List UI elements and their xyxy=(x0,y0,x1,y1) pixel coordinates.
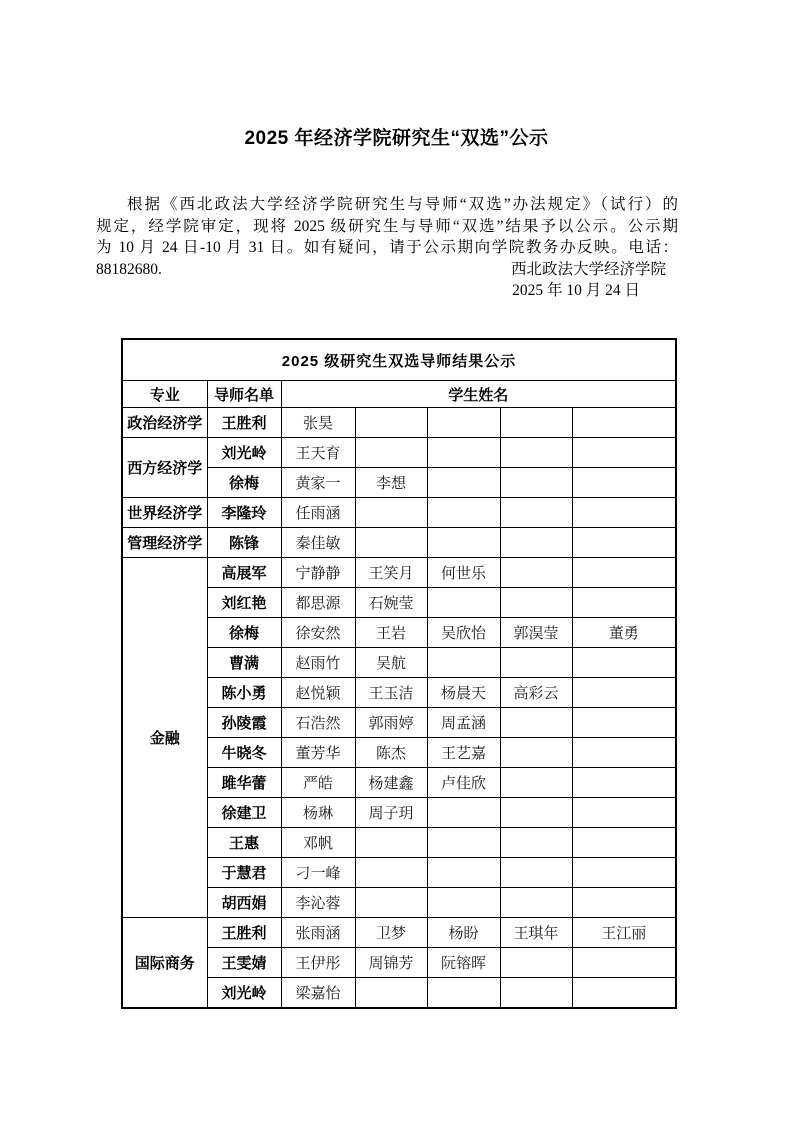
table-row xyxy=(122,918,676,948)
header-students: 学生姓名 xyxy=(281,381,676,408)
student-cell: 李沁蓉 xyxy=(281,888,355,918)
major-cell: 国际商务 xyxy=(122,918,207,1008)
empty-student-cell xyxy=(572,888,676,918)
mentor-cell: 陈锋 xyxy=(207,528,281,558)
student-cell: 吴航 xyxy=(355,648,427,678)
student-cell: 何世乐 xyxy=(427,558,500,588)
header-mentor: 导师名单 xyxy=(207,381,281,408)
student-cell: 王伊彤 xyxy=(281,948,355,978)
empty-student-cell xyxy=(572,648,676,678)
empty-student-cell xyxy=(500,498,572,528)
signature-row xyxy=(96,259,678,281)
document-title: 2025 年经济学院研究生“双选”公示 xyxy=(244,128,549,149)
student-cell: 任雨涵 xyxy=(281,498,355,528)
empty-student-cell xyxy=(355,438,427,468)
mentor-cell: 牛晓冬 xyxy=(207,738,281,768)
empty-student-cell xyxy=(355,528,427,558)
table-row xyxy=(122,438,676,468)
student-cell: 张雨涵 xyxy=(281,918,355,948)
student-cell: 王玉洁 xyxy=(355,678,427,708)
notice-line: 为 10 月 24 日-10 月 31 日。如有疑问，请于公示期向学院教务办反映。电话： xyxy=(96,239,678,257)
mentor-cell: 胡西娟 xyxy=(207,888,281,918)
mentor-cell: 王雯婧 xyxy=(207,948,281,978)
student-cell: 阮镕晖 xyxy=(427,948,500,978)
empty-student-cell xyxy=(355,498,427,528)
empty-student-cell xyxy=(572,708,676,738)
empty-student-cell xyxy=(500,978,572,1008)
student-cell: 王天育 xyxy=(281,438,355,468)
student-cell: 卫梦 xyxy=(355,918,427,948)
empty-student-cell xyxy=(572,468,676,498)
student-cell: 赵雨竹 xyxy=(281,648,355,678)
mentor-cell: 刘光岭 xyxy=(207,978,281,1008)
empty-student-cell xyxy=(500,888,572,918)
mentor-cell: 徐梅 xyxy=(207,468,281,498)
empty-student-cell xyxy=(355,858,427,888)
empty-student-cell xyxy=(427,588,500,618)
mentor-cell: 陈小勇 xyxy=(207,678,281,708)
empty-student-cell xyxy=(500,648,572,678)
mentor-cell: 雎华蕾 xyxy=(207,768,281,798)
notice-line: 规定，经学院审定，现将 2025 级研究生与导师“双选”结果予以公示。公示期 xyxy=(96,217,678,235)
empty-student-cell xyxy=(427,528,500,558)
major-cell: 西方经济学 xyxy=(122,438,207,498)
empty-student-cell xyxy=(572,768,676,798)
major-cell: 管理经济学 xyxy=(122,528,207,558)
notice-line: 根据《西北政法大学经济学院研究生与导师“双选”办法规定》（试行）的 xyxy=(127,196,678,213)
major-cell: 世界经济学 xyxy=(122,498,207,528)
empty-student-cell xyxy=(572,438,676,468)
student-cell: 黄家一 xyxy=(281,468,355,498)
student-cell: 徐安然 xyxy=(281,618,355,648)
student-cell: 杨建鑫 xyxy=(355,768,427,798)
student-cell: 王艺嘉 xyxy=(427,738,500,768)
student-cell: 杨琳 xyxy=(281,798,355,828)
mentor-cell: 王胜利 xyxy=(207,918,281,948)
empty-student-cell xyxy=(500,828,572,858)
signature-date: 2025 年 10 月 24 日 xyxy=(512,282,640,300)
table-title: 2025 级研究生双选导师结果公示 xyxy=(122,339,676,381)
student-cell: 杨盼 xyxy=(427,918,500,948)
empty-student-cell xyxy=(500,468,572,498)
empty-student-cell xyxy=(572,738,676,768)
mentor-cell: 徐梅 xyxy=(207,618,281,648)
student-cell: 张昊 xyxy=(281,408,355,438)
empty-student-cell xyxy=(500,768,572,798)
student-cell: 赵悦颖 xyxy=(281,678,355,708)
header-major: 专业 xyxy=(122,381,207,408)
student-cell: 石婉莹 xyxy=(355,588,427,618)
empty-student-cell xyxy=(427,828,500,858)
student-cell: 董勇 xyxy=(572,618,676,648)
signature-org: 西北政法大学经济学院 xyxy=(510,260,666,278)
empty-student-cell xyxy=(500,408,572,438)
mentor-cell: 曹满 xyxy=(207,648,281,678)
empty-student-cell xyxy=(355,408,427,438)
empty-student-cell xyxy=(427,468,500,498)
student-cell: 郭雨婷 xyxy=(355,708,427,738)
student-cell: 郭淏莹 xyxy=(500,618,572,648)
student-cell: 周锦芳 xyxy=(355,948,427,978)
phone-text: 88182680. xyxy=(96,260,162,278)
empty-student-cell xyxy=(427,978,500,1008)
student-cell: 石浩然 xyxy=(281,708,355,738)
empty-student-cell xyxy=(572,858,676,888)
mentor-cell: 徐建卫 xyxy=(207,798,281,828)
student-cell: 卢佳欣 xyxy=(427,768,500,798)
empty-student-cell xyxy=(572,558,676,588)
table-row xyxy=(122,558,676,588)
student-cell: 李想 xyxy=(355,468,427,498)
empty-student-cell xyxy=(572,948,676,978)
empty-student-cell xyxy=(572,528,676,558)
results-table xyxy=(121,338,677,1009)
empty-student-cell xyxy=(427,408,500,438)
student-cell: 周子玥 xyxy=(355,798,427,828)
table-row xyxy=(122,498,676,528)
empty-student-cell xyxy=(355,828,427,858)
empty-student-cell xyxy=(500,798,572,828)
empty-student-cell xyxy=(427,858,500,888)
student-cell: 高彩云 xyxy=(500,678,572,708)
mentor-cell: 刘光岭 xyxy=(207,438,281,468)
table-row xyxy=(122,528,676,558)
student-cell: 王琪年 xyxy=(500,918,572,948)
empty-student-cell xyxy=(500,588,572,618)
empty-student-cell xyxy=(500,558,572,588)
notice-paragraph xyxy=(96,194,678,302)
empty-student-cell xyxy=(427,888,500,918)
mentor-cell: 刘红艳 xyxy=(207,588,281,618)
mentor-cell: 王胜利 xyxy=(207,408,281,438)
empty-student-cell xyxy=(500,708,572,738)
mentor-cell: 于慧君 xyxy=(207,858,281,888)
mentor-cell: 孙陵霞 xyxy=(207,708,281,738)
empty-student-cell xyxy=(572,678,676,708)
student-cell: 周孟涵 xyxy=(427,708,500,738)
student-cell: 邓帆 xyxy=(281,828,355,858)
empty-student-cell xyxy=(572,588,676,618)
student-cell: 王江丽 xyxy=(572,918,676,948)
student-cell: 刁一峰 xyxy=(281,858,355,888)
mentor-cell: 高展军 xyxy=(207,558,281,588)
date-row xyxy=(96,280,678,302)
empty-student-cell xyxy=(427,498,500,528)
empty-student-cell xyxy=(500,528,572,558)
student-cell: 陈杰 xyxy=(355,738,427,768)
major-cell: 金融 xyxy=(122,558,207,918)
empty-student-cell xyxy=(500,858,572,888)
empty-student-cell xyxy=(572,798,676,828)
student-cell: 宁静静 xyxy=(281,558,355,588)
empty-student-cell xyxy=(572,978,676,1008)
empty-student-cell xyxy=(572,498,676,528)
student-cell: 都思源 xyxy=(281,588,355,618)
mentor-cell: 王惠 xyxy=(207,828,281,858)
student-cell: 王笑月 xyxy=(355,558,427,588)
empty-student-cell xyxy=(427,438,500,468)
table-row xyxy=(122,408,676,438)
empty-student-cell xyxy=(427,798,500,828)
empty-student-cell xyxy=(427,648,500,678)
student-cell: 董芳华 xyxy=(281,738,355,768)
mentor-cell: 李隆玲 xyxy=(207,498,281,528)
student-cell: 严皓 xyxy=(281,768,355,798)
results-table-body xyxy=(122,339,676,1008)
empty-student-cell xyxy=(500,738,572,768)
empty-student-cell xyxy=(572,828,676,858)
empty-student-cell xyxy=(500,438,572,468)
empty-student-cell xyxy=(355,888,427,918)
major-cell: 政治经济学 xyxy=(122,408,207,438)
student-cell: 秦佳敏 xyxy=(281,528,355,558)
empty-student-cell xyxy=(500,948,572,978)
student-cell: 杨晨天 xyxy=(427,678,500,708)
student-cell: 梁嘉怡 xyxy=(281,978,355,1008)
student-cell: 吴欣怡 xyxy=(427,618,500,648)
empty-student-cell xyxy=(572,408,676,438)
empty-student-cell xyxy=(355,978,427,1008)
student-cell: 王岩 xyxy=(355,618,427,648)
